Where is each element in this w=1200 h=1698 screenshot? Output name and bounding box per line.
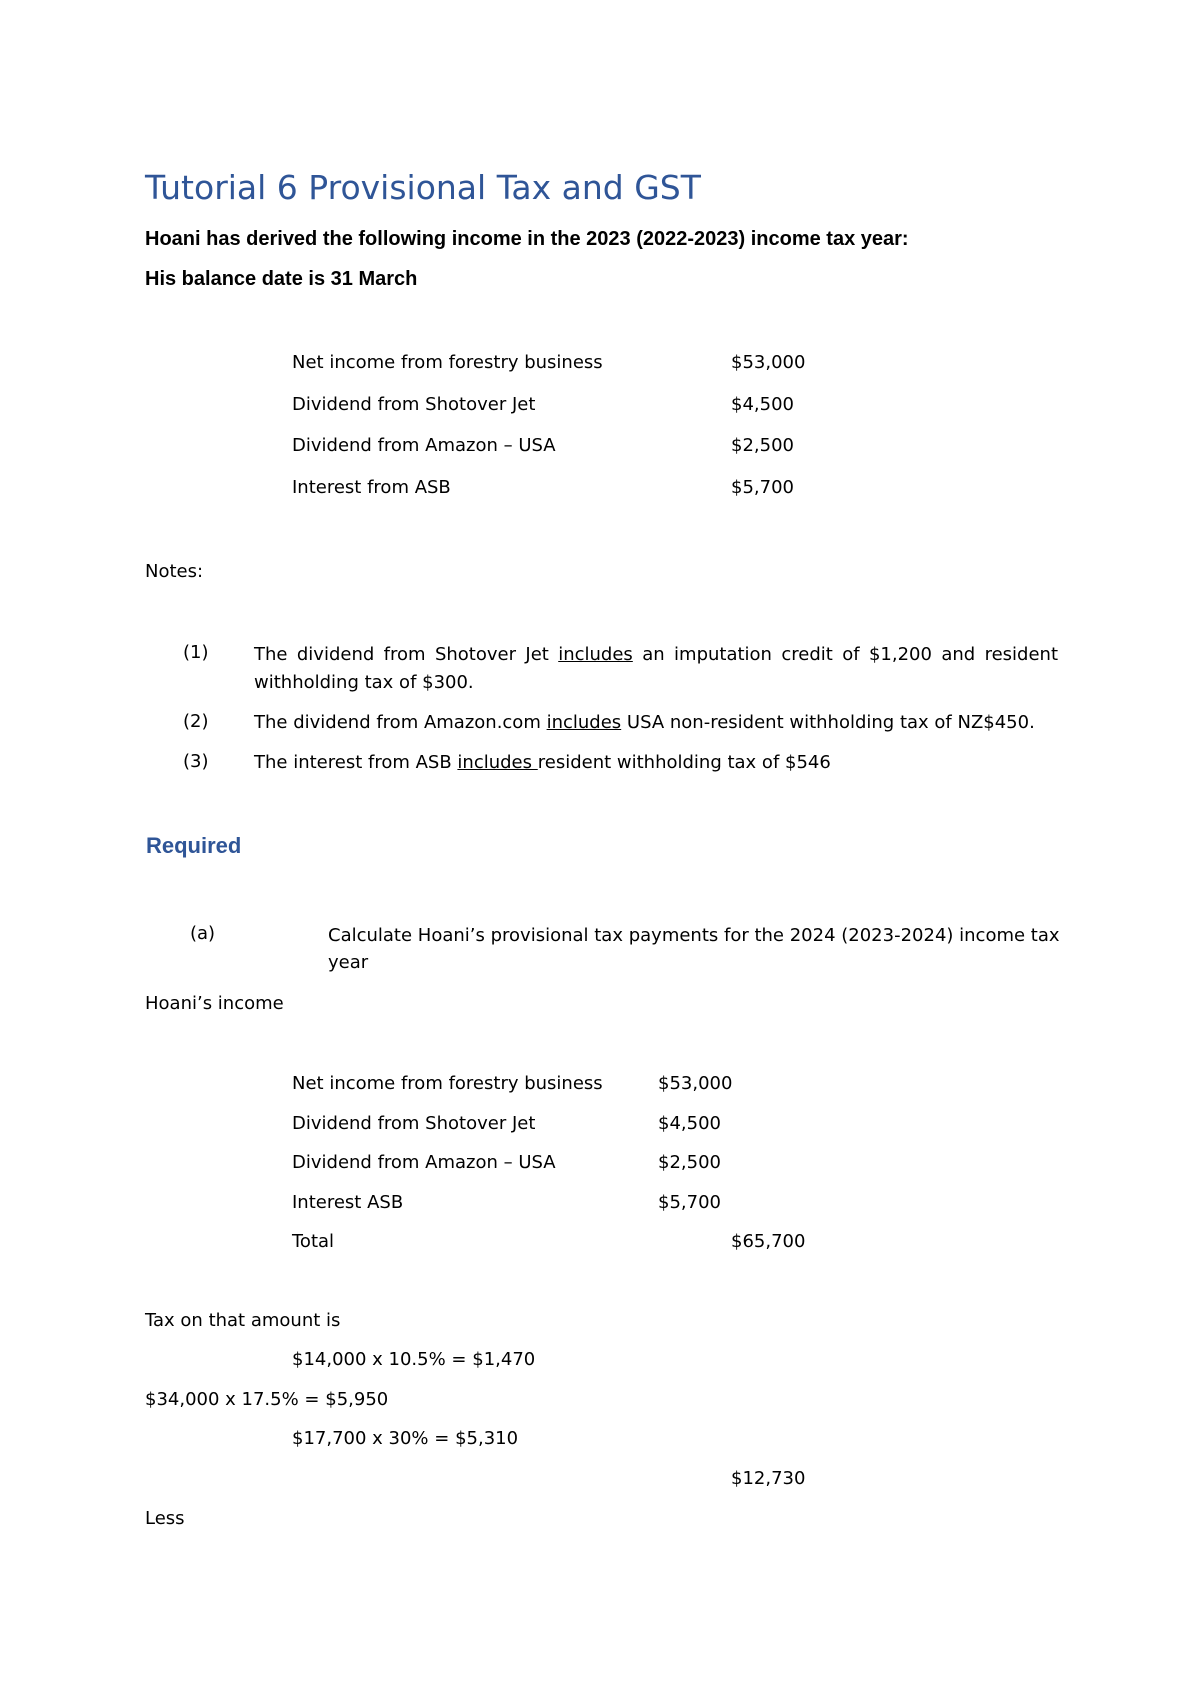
note-text [254,709,1058,737]
question-number: (a) [190,923,216,944]
note-text-part: an imputation credit of $1,200 and resident withholding tax of $300. [254,644,1058,693]
income-label: Net income from forestry business [292,352,603,373]
answer-label: Interest ASB [292,1192,404,1213]
tax-line: $17,700 x 30% = $5,310 [292,1428,519,1449]
note-number: (1) [183,642,209,663]
income-amount: $53,000 [731,352,806,373]
income-label: Interest from ASB [292,477,451,498]
answer-amount: $5,700 [658,1192,721,1213]
intro-line-1: Hoani has derived the following income in the 2023 (2022-2023) income tax year: [145,228,909,250]
tax-line: $14,000 x 10.5% = $1,470 [292,1349,536,1370]
income-amount: $2,500 [731,435,794,456]
answer-label: Dividend from Amazon – USA [292,1152,556,1173]
income-amount: $4,500 [731,394,794,415]
note-underlined: includes [457,752,538,773]
tax-heading: Tax on that amount is [145,1310,341,1331]
intro-line-2: His balance date is 31 March [145,268,418,290]
answer-amount: $2,500 [658,1152,721,1173]
note-underlined: includes [546,712,622,733]
note-underlined: includes [558,644,633,665]
page-title: Tutorial 6 Provisional Tax and GST [145,168,701,207]
note-text [254,749,1058,777]
question-text: Calculate Hoani’s provisional tax payments for the 2024 (2023-2024) income tax year [328,925,1060,973]
income-amount: $5,700 [731,477,794,498]
note-text-part: The interest from ASB [254,752,458,773]
answer-label: Net income from forestry business [292,1073,603,1094]
tax-total: $12,730 [731,1468,806,1489]
income-label: Dividend from Shotover Jet [292,394,536,415]
note-text-part: USA non-resident withholding tax of NZ$450. [621,712,1035,733]
less-label: Less [145,1508,185,1529]
income-label: Dividend from Amazon – USA [292,435,556,456]
answer-heading: Hoani’s income [145,993,284,1014]
total-label: Total [292,1231,335,1252]
notes-heading: Notes: [145,561,204,582]
tax-line: $34,000 x 17.5% = $5,950 [145,1389,389,1410]
note-number: (2) [183,711,209,732]
note-text-part: resident withholding tax of $546 [537,752,831,773]
note-text [254,641,1058,697]
answer-label: Dividend from Shotover Jet [292,1113,536,1134]
note-text-part: The dividend from Amazon.com [254,712,547,733]
total-amount: $65,700 [731,1231,806,1252]
answer-amount: $53,000 [658,1073,733,1094]
required-heading: Required [146,833,242,858]
answer-amount: $4,500 [658,1113,721,1134]
note-number: (3) [183,751,209,772]
note-text-part: The dividend from Shotover Jet [254,644,559,665]
